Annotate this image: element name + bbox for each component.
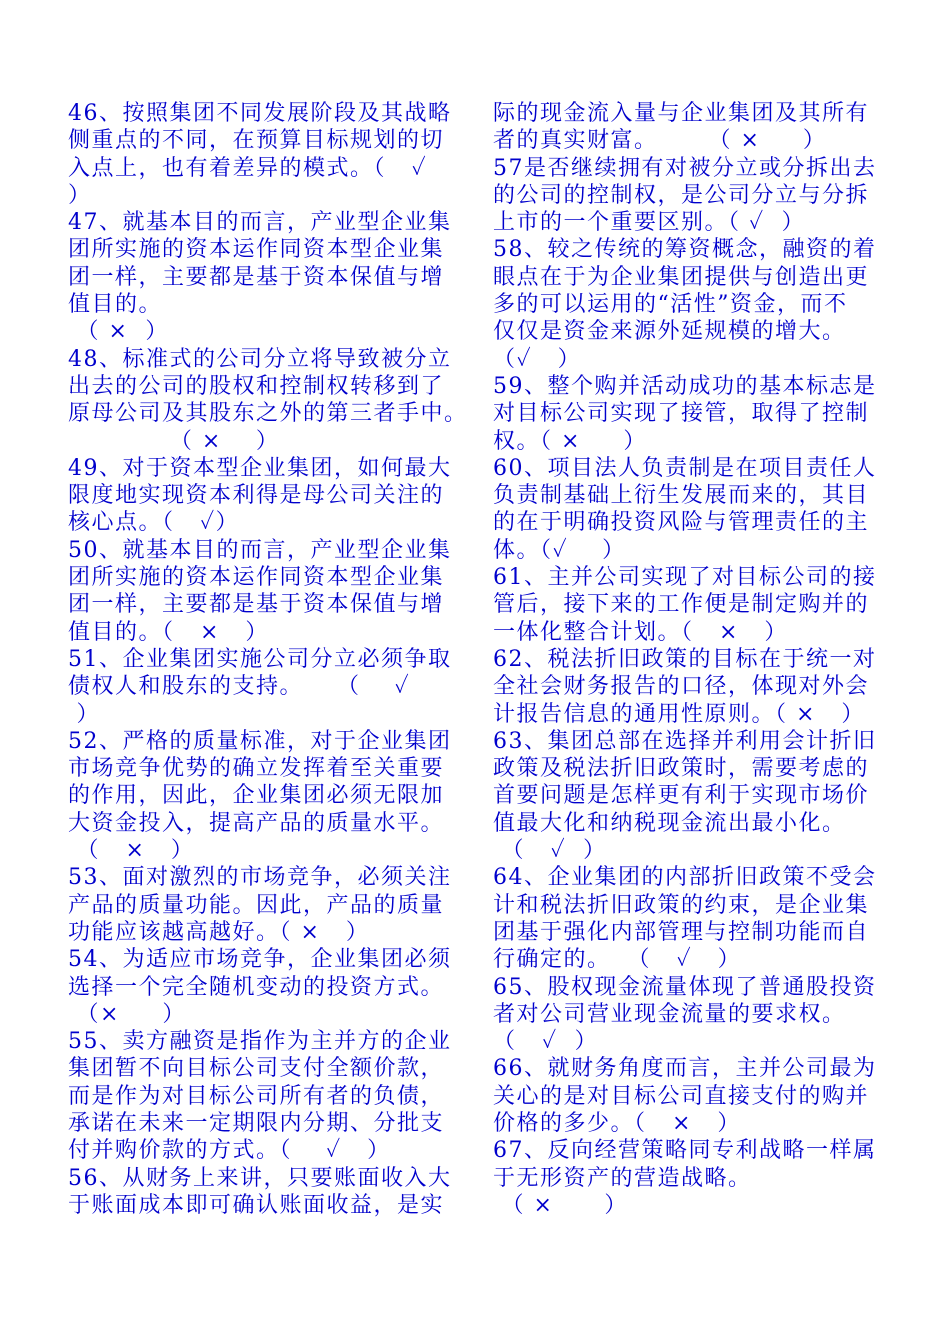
text-line: 的在于明确投资风险与管理责任的主: [493, 510, 870, 536]
left-column: [68, 100, 468, 1219]
text-line: 选择一个完全随机变动的投资方式。: [68, 974, 445, 1000]
text-line: 的作用，因此，企业集团必须无限加: [68, 783, 445, 809]
right-column: [493, 100, 875, 1219]
text-line: （ ✓ ）: [493, 838, 607, 864]
text-line: 47、就基本目的而言，产业型企业集: [68, 210, 452, 236]
text-line: 48、标准式的公司分立将导致被分立: [68, 346, 452, 372]
text-line: 58、较之传统的筹资概念，融资的着: [493, 237, 877, 263]
text-line: 团一样，主要都是基于资本保值与增: [68, 592, 445, 618]
text-line: 64、企业集团的内部折旧政策不受会: [493, 865, 877, 891]
text-line: 功能应该越高越好。（ × ）: [68, 919, 370, 945]
text-line: 46、按照集团不同发展阶段及其战略: [68, 101, 452, 126]
text-line: 67、反向经营策略同专利战略一样属: [493, 1138, 877, 1164]
text-line: 52、严格的质量标准，对于企业集团: [68, 728, 452, 754]
text-line: 大资金投入，提高产品的质量水平。: [68, 810, 445, 836]
text-line: 一体化整合计划。（ × ）: [493, 619, 788, 645]
text-line: 原母公司及其股东之外的第三者手中。: [68, 401, 468, 427]
text-line: 55、卖方融资是指作为主并方的企业: [68, 1029, 452, 1055]
text-line: 66、就财务角度而言，主并公司最为: [493, 1056, 877, 1082]
text-line: 价格的多少。（ × ）: [493, 1110, 741, 1136]
text-line: 管后，接下来的工作便是制定购并的: [493, 592, 870, 618]
text-line: （✓ ）: [493, 346, 582, 372]
text-line: 关心的是对目标公司直接支付的购并: [493, 1083, 870, 1109]
text-line: 63、集团总部在选择并利用会计折旧: [493, 728, 877, 754]
text-line: 侧重点的不同，在预算目标规划的切: [68, 128, 445, 154]
text-line: 56、从财务上来讲，只要账面收入大: [68, 1165, 452, 1191]
text-line: 限度地实现资本利得是母公司关注的: [68, 483, 445, 509]
text-line: 市场竞争优势的确立发挥着至关重要: [68, 756, 445, 782]
text-line: 行确定的。 （ ✓ ）: [493, 947, 742, 973]
text-line: 付并购价款的方式。（ ✓ ）: [68, 1138, 391, 1164]
text-line: 上市的一个重要区别。（ ✓ ）: [493, 210, 806, 236]
text-line: 计和税法折旧政策的约束，是企业集: [493, 892, 870, 918]
text-line: 51、企业集团实施公司分立必须争取: [68, 646, 452, 672]
text-line: 核心点。（ ✓）: [68, 510, 240, 536]
text-line: 50、就基本目的而言，产业型企业集: [68, 537, 452, 563]
text-line: 承诺在未来一定期限内分期、分批支: [68, 1110, 445, 1136]
text-line: 团一样，主要都是基于资本保值与增: [68, 264, 445, 290]
text-line: 权。（ × ）: [493, 428, 647, 454]
text-line: 65、股权现金流量体现了普通股投资: [493, 974, 877, 1000]
text-line: 仅仅是资金来源外延规模的增大。: [493, 319, 846, 345]
text-line: 债权人和股东的支持。 （ ✓: [68, 674, 411, 700]
text-line: 60、项目法人负责制是在项目责任人: [493, 455, 877, 481]
text-line: 首要问题是怎样更有利于实现市场价: [493, 783, 870, 809]
text-line: 49、对于资本型企业集团，如何最大: [68, 455, 452, 481]
text-line: 值目的。（ × ）: [68, 619, 269, 645]
text-line: 的公司的控制权，是公司分立与分拆: [493, 182, 870, 208]
text-line: 值最大化和纳税现金流出最小化。: [493, 810, 846, 836]
text-line: 全社会财务报告的口径，体现对外会: [493, 674, 870, 700]
text-line: 57是否继续拥有对被分立或分拆出去: [493, 155, 877, 181]
text-line: 59、整个购并活动成功的基本标志是: [493, 373, 877, 399]
text-line: 者的真实财富。 （ × ）: [493, 128, 827, 154]
text-line: 53、面对激烈的市场竞争，必须关注: [68, 865, 452, 891]
text-line: 者对公司营业现金流量的要求权。: [493, 1001, 846, 1027]
text-line: 体。（✓ ）: [493, 537, 626, 563]
text-line: 于无形资产的营造战略。: [493, 1165, 752, 1191]
text-line: 54、为适应市场竞争，企业集团必须: [68, 947, 452, 973]
text-line: ）: [68, 701, 100, 727]
text-line: 62、税法折旧政策的目标在于统一对: [493, 646, 877, 672]
text-line: （ × ）: [68, 319, 169, 345]
text-line: （ × ）: [68, 838, 195, 864]
text-line: 而是作为对目标公司所有者的负债，: [68, 1083, 445, 1109]
text-line: 对目标公司实现了接管，取得了控制: [493, 401, 870, 427]
text-line: 61、主并公司实现了对目标公司的接: [493, 565, 877, 591]
text-line: （ ✓ ）: [493, 1029, 599, 1055]
text-line: （ × ）: [493, 1192, 628, 1218]
text-line: 入点上，也有着差异的模式。（ ✓: [68, 155, 428, 181]
text-line: 团所实施的资本运作同资本型企业集: [68, 237, 445, 263]
text-line: 际的现金流入量与企业集团及其所有: [493, 101, 870, 126]
text-line: 值目的。: [68, 292, 163, 318]
text-line: 出去的公司的股权和控制权转移到了: [68, 373, 445, 399]
text-line: 于账面成本即可确认账面收益，是实: [68, 1192, 445, 1218]
text-line: （× ）: [68, 1001, 186, 1027]
text-line: 计报告信息的通用性原则。（ × ）: [493, 701, 865, 727]
text-line: ）: [68, 182, 92, 208]
text-line: 产品的质量功能。因此，产品的质量: [68, 892, 445, 918]
text-line: （ × ）: [68, 428, 280, 454]
text-line: 眼点在于为企业集团提供与创造出更: [493, 264, 870, 290]
text-line: 团基于强化内部管理与控制功能而自: [493, 919, 870, 945]
text-line: 政策及税法折旧政策时，需要考虑的: [493, 756, 870, 782]
text-line: 负责制基础上衍生发展而来的，其目: [493, 483, 870, 509]
text-line: 团所实施的资本运作同资本型企业集: [68, 565, 445, 591]
text-line: 集团暂不向目标公司支付全额价款，: [68, 1056, 445, 1082]
text-line: 多的可以运用的“活性”资金，而不: [493, 292, 848, 318]
